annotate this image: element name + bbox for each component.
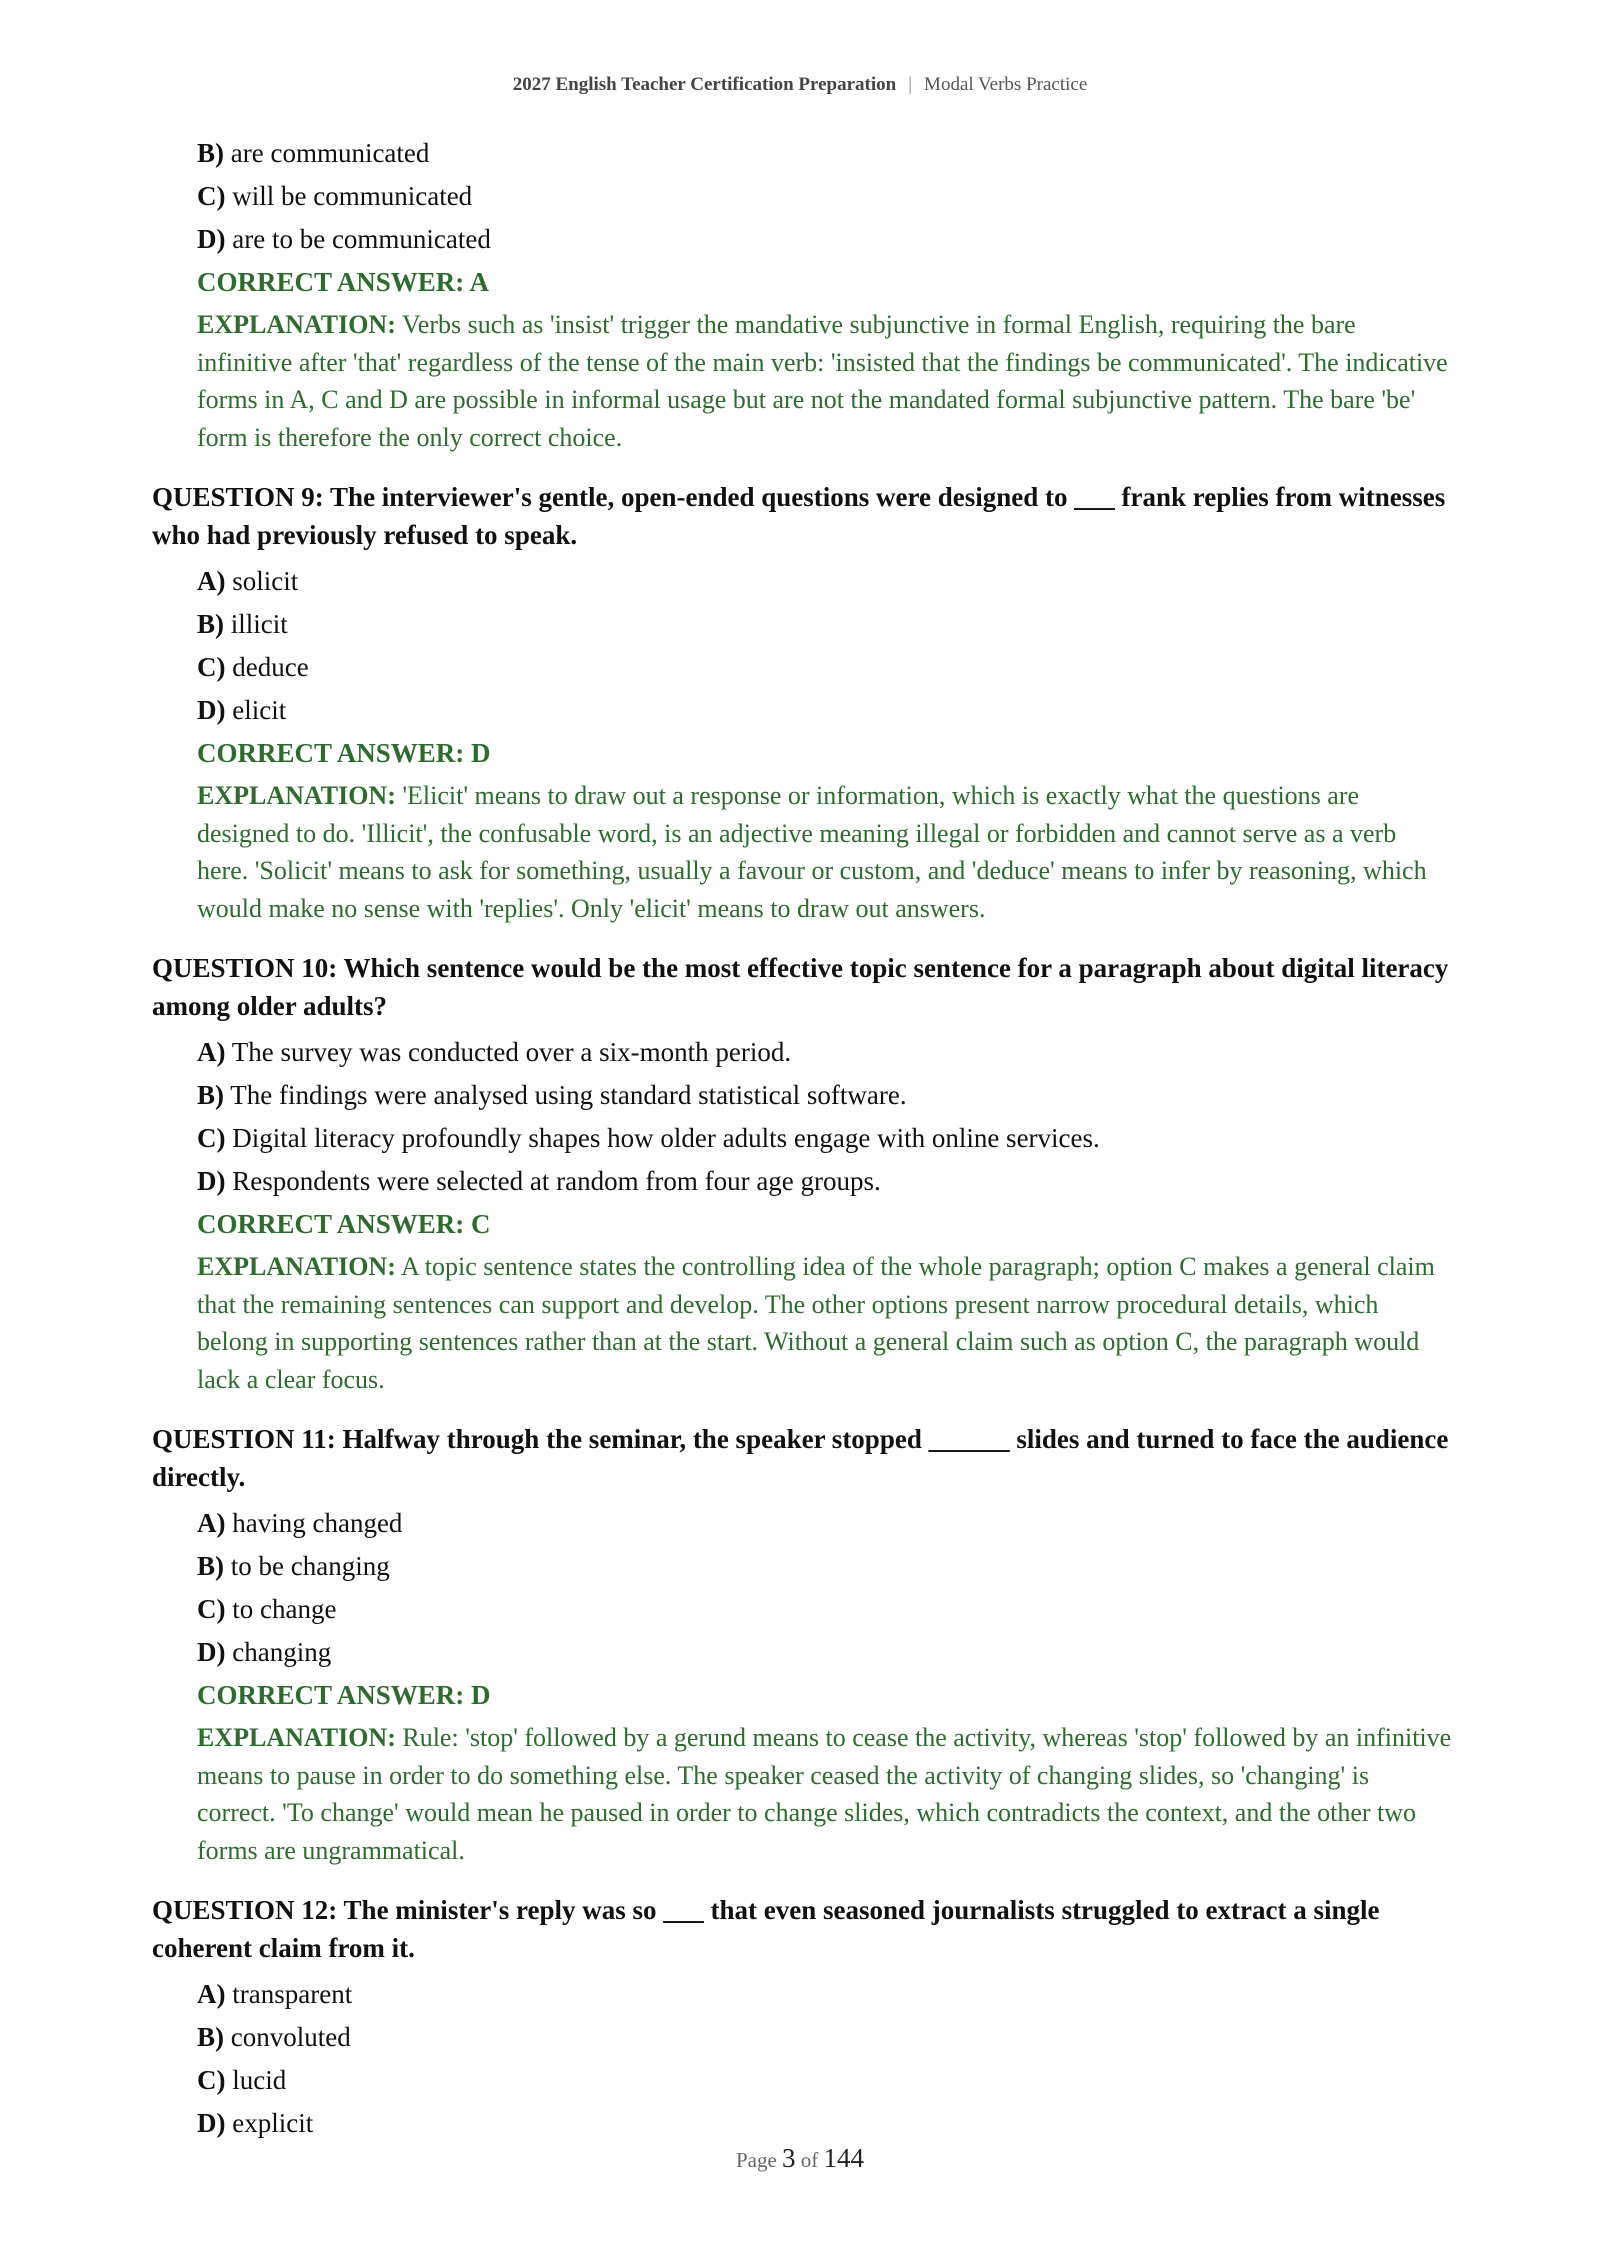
question-stem: QUESTION 9: The interviewer's gentle, open-ended questions were designed to ___ frank replies from witnesses who had previously refused to speak. (152, 482, 1446, 550)
explanation-label: EXPLANATION: (197, 1723, 396, 1752)
correct-answer: CORRECT ANSWER: D (197, 738, 491, 768)
page-footer (0, 2143, 1600, 2174)
option-text: lucid (232, 2065, 287, 2095)
option-letter: A) (197, 1508, 226, 1538)
option-letter: C) (197, 2065, 226, 2095)
explanation-text: Rule: 'stop' followed by a gerund means to cease the activity, whereas 'stop' followed by an infinitive means to pause in order to do something else. The speaker ceased the activity of changing slides, so 'changing' is correct. 'To change' would mean he paused in order to change slides, which contradicts the context, and the other two forms are ungrammatical. (197, 1723, 1452, 1865)
option-letter: A) (197, 566, 226, 596)
question-stem: QUESTION 12: The minister's reply was so ___ that even seasoned journalists struggled to extract a single coherent claim from it. (152, 1895, 1380, 1963)
option-letter: C) (197, 652, 226, 682)
answer-option (197, 132, 1452, 175)
answer-option (197, 1545, 1452, 1588)
answer-option (197, 689, 1452, 732)
answer-option (197, 175, 1452, 218)
answer-option (197, 2016, 1452, 2059)
explanation-label: EXPLANATION: (197, 310, 396, 339)
page-content (152, 132, 1452, 2145)
option-text: convoluted (230, 2022, 351, 2052)
answer-option (197, 1074, 1452, 1117)
explanation-text: 'Elicit' means to draw out a response or information, which is exactly what the questions are designed to do. 'Illicit', the confusable word, is an adjective meaning illegal or forbidden and cannot serve as a verb here. 'Solicit' means to ask for something, usually a favour or custom, and 'deduce' means to infer by reasoning, which would make no sense with 'replies'. Only 'elicit' means to draw out answers. (197, 781, 1427, 923)
option-text: Digital literacy profoundly shapes how older adults engage with online services. (232, 1123, 1100, 1153)
correct-answer: CORRECT ANSWER: A (197, 267, 490, 297)
answer-option (197, 1588, 1452, 1631)
question-12-block (152, 1892, 1452, 2145)
option-text: solicit (232, 566, 299, 596)
option-letter: B) (197, 1080, 224, 1110)
answer-option (197, 2059, 1452, 2102)
question-stem: QUESTION 11: Halfway through the seminar, the speaker stopped ______ slides and turned to face the audience directly. (152, 1424, 1449, 1492)
explanation-text: A topic sentence states the controlling idea of the whole paragraph; option C makes a general claim that the remaining sentences can support and develop. The other options present narrow procedural details, which belong in supporting sentences rather than at the start. Without a general claim such as option C, the paragraph would lack a clear focus. (197, 1252, 1435, 1394)
explanation-label: EXPLANATION: (197, 1252, 396, 1281)
option-text: The survey was conducted over a six-month period. (231, 1037, 792, 1067)
question-9-block (152, 479, 1452, 927)
explanation (197, 777, 1452, 927)
answer-option (197, 218, 1452, 261)
option-text: having changed (232, 1508, 403, 1538)
option-letter: D) (197, 1166, 226, 1196)
answer-option (197, 646, 1452, 689)
option-text: The findings were analysed using standard statistical software. (230, 1080, 907, 1110)
option-text: are to be communicated (232, 224, 491, 254)
header-course-title: 2027 English Teacher Certification Preparation (512, 74, 897, 95)
question-8-continuation (152, 132, 1452, 456)
footer-total-pages: 144 (823, 2143, 865, 2173)
option-text: transparent (232, 1979, 353, 2009)
option-text: will be communicated (232, 181, 473, 211)
answer-option (197, 1031, 1452, 1074)
option-text: illicit (230, 609, 288, 639)
option-text: are communicated (230, 138, 430, 168)
option-text: explicit (232, 2108, 314, 2138)
option-text: to be changing (230, 1551, 390, 1581)
running-header (0, 74, 1600, 96)
answer-option (197, 1117, 1452, 1160)
question-10-block (152, 950, 1452, 1398)
option-letter: A) (197, 1037, 226, 1067)
option-letter: C) (197, 1123, 226, 1153)
option-text: deduce (232, 652, 309, 682)
explanation-text: Verbs such as 'insist' trigger the mandative subjunctive in formal English, requiring the bare infinitive after 'that' regardless of the tense of the main verb: 'insisted that the findings be communicated'. The indicative forms in A, C and D are possible in informal usage but are not the mandated formal subjunctive pattern. The bare 'be' form is therefore the only correct choice. (197, 310, 1448, 452)
option-text: elicit (232, 695, 287, 725)
option-letter: D) (197, 1637, 226, 1667)
footer-of-word: of (800, 2148, 819, 2172)
footer-page-word: Page (735, 2148, 777, 2172)
explanation-label: EXPLANATION: (197, 781, 396, 810)
option-text: to change (232, 1594, 337, 1624)
correct-answer: CORRECT ANSWER: C (197, 1209, 491, 1239)
option-letter: B) (197, 138, 224, 168)
option-letter: C) (197, 1594, 226, 1624)
option-letter: B) (197, 1551, 224, 1581)
correct-answer: CORRECT ANSWER: D (197, 1680, 491, 1710)
answer-option (197, 1631, 1452, 1674)
option-letter: D) (197, 2108, 226, 2138)
explanation (197, 306, 1452, 456)
option-text: Respondents were selected at random from four age groups. (232, 1166, 881, 1196)
question-stem: QUESTION 10: Which sentence would be the most effective topic sentence for a paragraph about digital literacy among older adults? (152, 953, 1449, 1021)
option-letter: D) (197, 695, 226, 725)
option-letter: C) (197, 181, 226, 211)
option-text: changing (232, 1637, 332, 1667)
answer-option (197, 1502, 1452, 1545)
footer-page-number: 3 (782, 2143, 796, 2173)
header-separator: | (908, 74, 913, 95)
option-letter: B) (197, 2022, 224, 2052)
explanation (197, 1248, 1452, 1398)
option-letter: B) (197, 609, 224, 639)
answer-option (197, 560, 1452, 603)
answer-option (197, 2102, 1452, 2145)
option-letter: D) (197, 224, 226, 254)
header-section-title: Modal Verbs Practice (924, 74, 1088, 95)
answer-option (197, 603, 1452, 646)
answer-option (197, 1973, 1452, 2016)
explanation (197, 1719, 1452, 1869)
option-letter: A) (197, 1979, 226, 2009)
question-11-block (152, 1421, 1452, 1869)
answer-option (197, 1160, 1452, 1203)
